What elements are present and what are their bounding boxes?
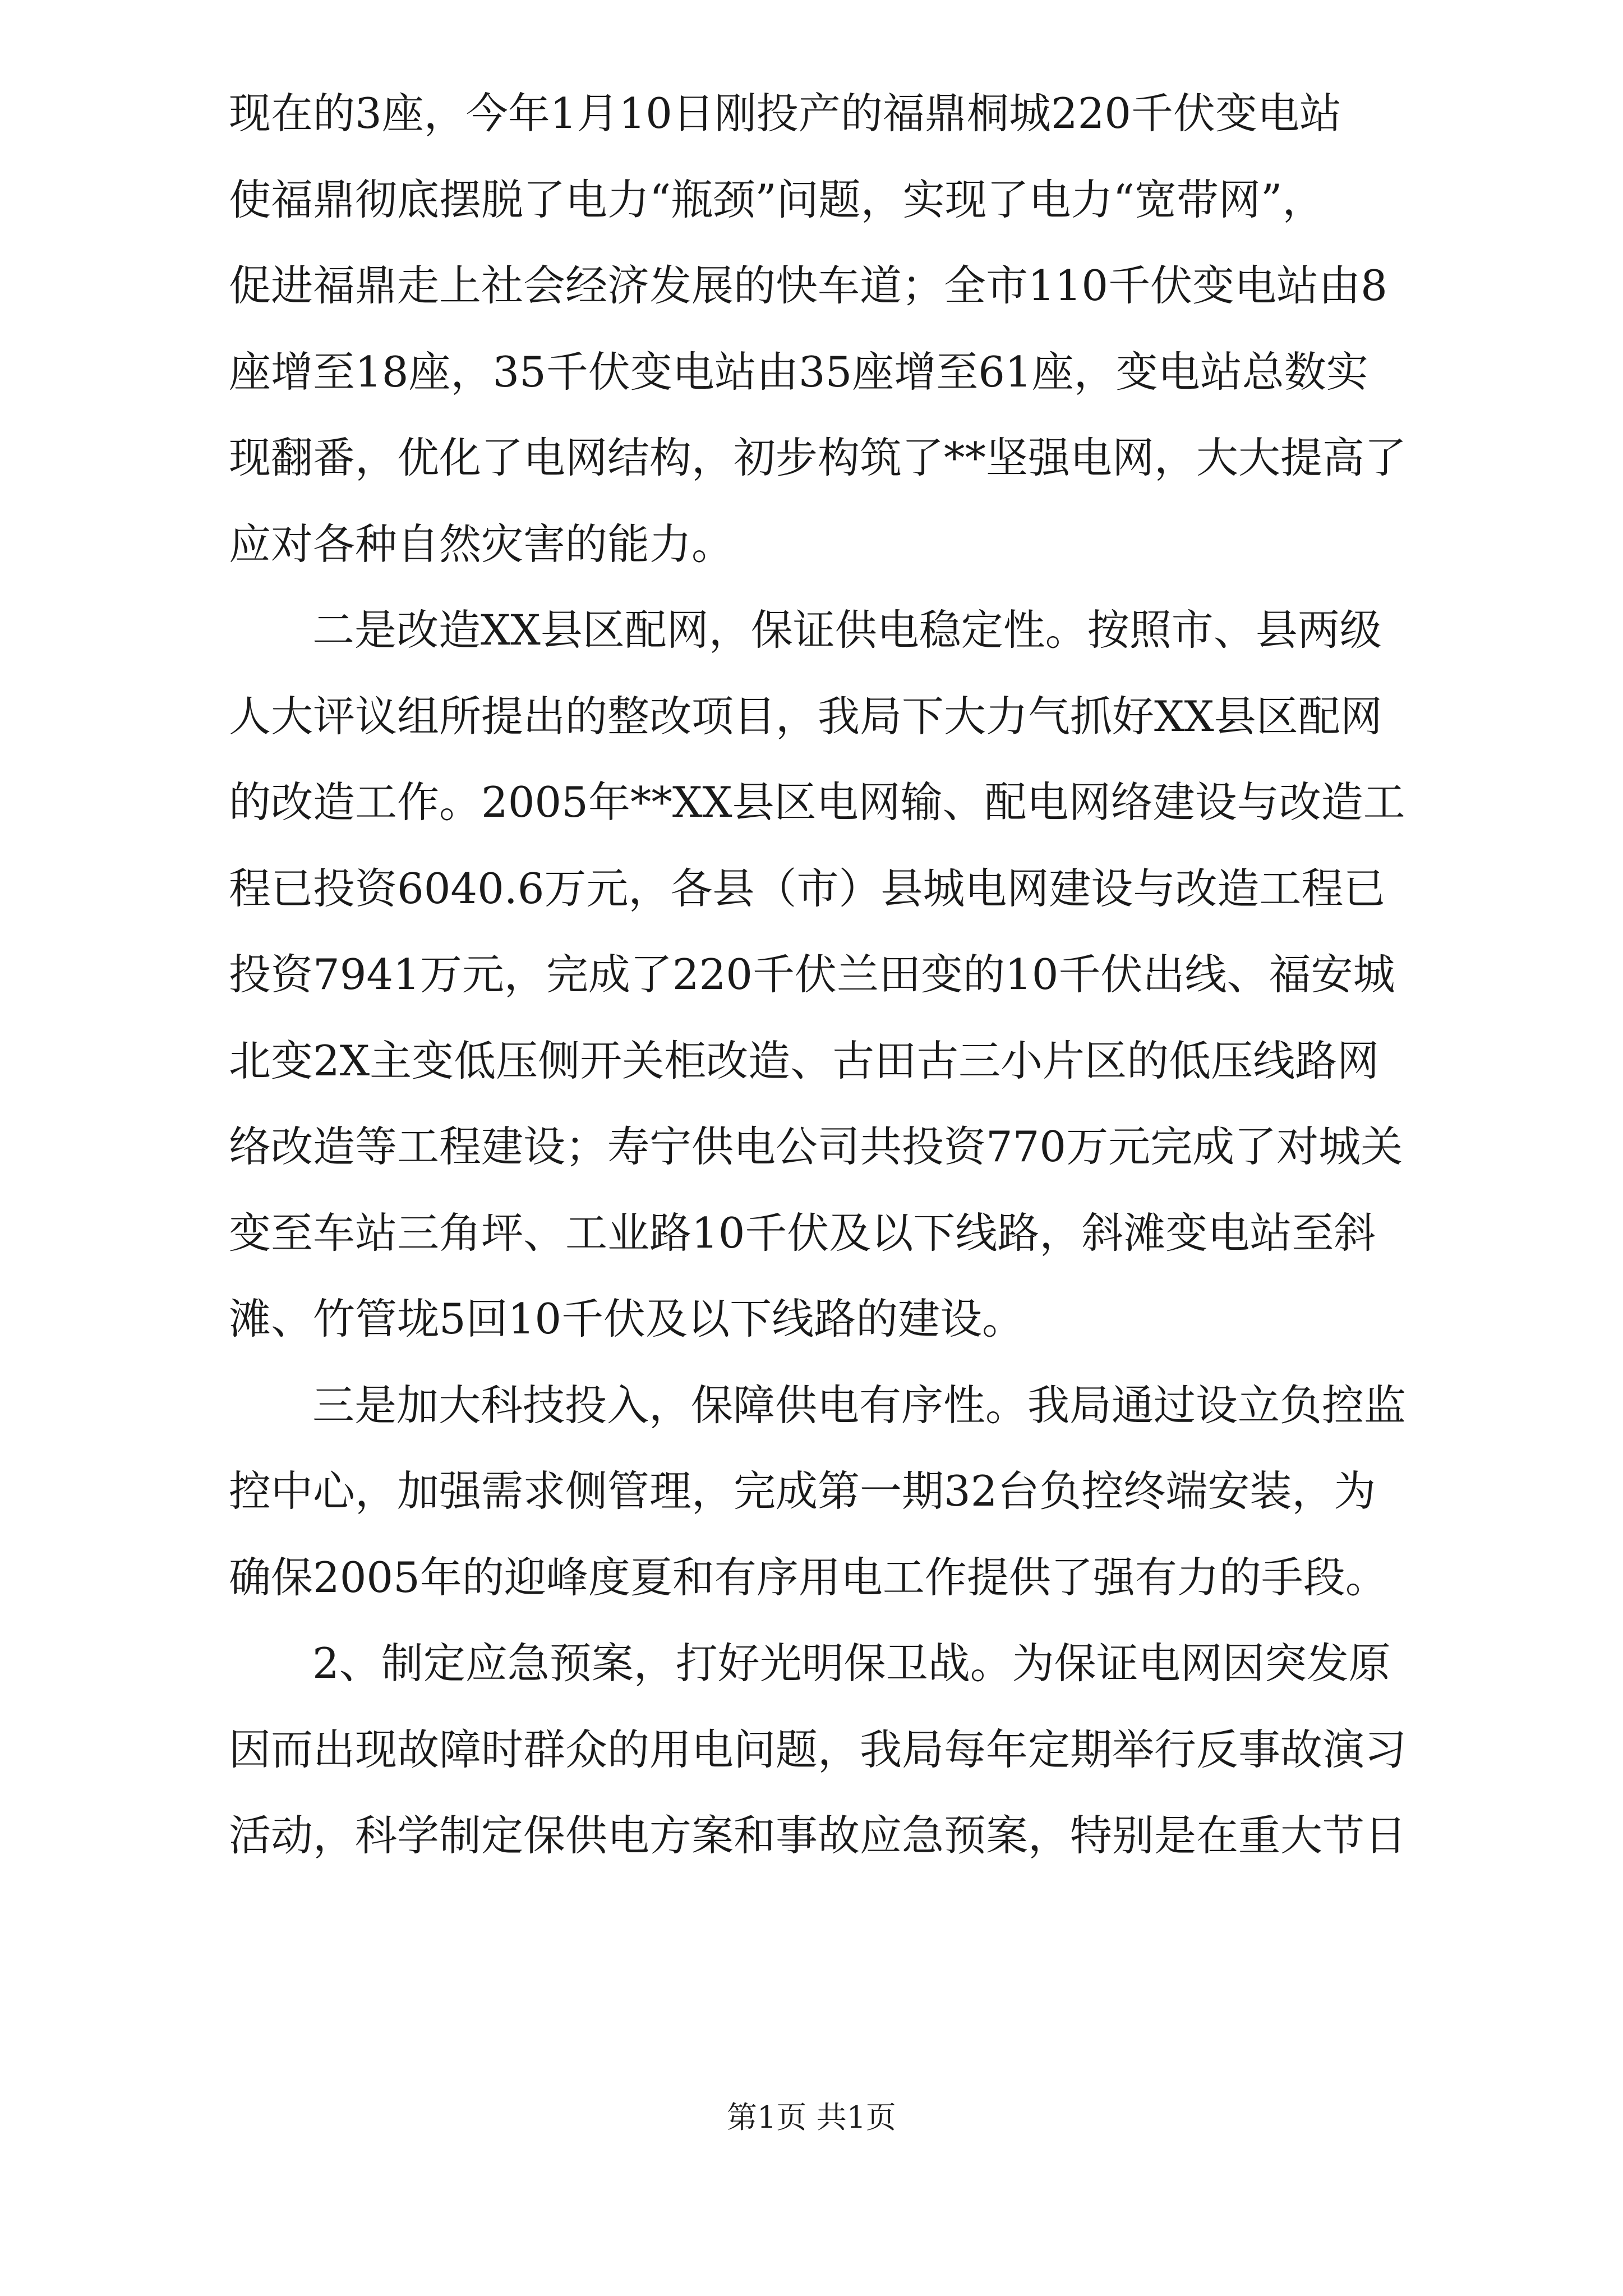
text-line: 促进福鼎走上社会经济发展的快车道；全市110千伏变电站由8: [229, 261, 1387, 310]
text-line: 络改造等工程建设；寿宁供电公司共投资770万元完成了对城关: [229, 1122, 1403, 1171]
text-line: 应对各种自然灾害的能力。: [229, 519, 734, 569]
text-line: 二是改造XX县区配网，保证供电稳定性。按照市、县两级: [312, 605, 1382, 655]
text-line: 三是加大科技投入，保障供电有序性。我局通过设立负控监: [312, 1381, 1407, 1430]
text-line: 使福鼎彻底摆脱了电力“瓶颈”问题，实现了电力“宽带网”，: [229, 175, 1325, 224]
text-line: 控中心，加强需求侧管理，完成第一期32台负控终端安装，为: [229, 1466, 1376, 1516]
text-line: 滩、竹管垅5回10千伏及以下线路的建设。: [229, 1294, 1025, 1343]
text-line: 2、制定应急预案，打好光明保卫战。为保证电网因突发原: [312, 1639, 1391, 1688]
page-footer: 第1页 共1页: [727, 2100, 896, 2135]
text-line: 因而出现故障时群众的用电问题，我局每年定期举行反事故演习: [229, 1725, 1407, 1774]
text-line: 现在的3座，今年1月10日刚投产的福鼎桐城220千伏变电站: [229, 89, 1342, 138]
text-line: 的改造工作。2005年**XX县区电网输、配电网络建设与改造工: [229, 777, 1405, 827]
text-line: 北变2X主变低压侧开关柜改造、古田古三小片区的低压线路网: [229, 1036, 1380, 1085]
text-line: 现翻番，优化了电网结构，初步构筑了**坚强电网，大大提高了: [229, 433, 1407, 482]
text-line: 程已投资6040.6万元，各县（市）县城电网建设与改造工程已: [229, 864, 1386, 913]
text-line: 投资7941万元，完成了220千伏兰田变的10千伏出线、福安城: [229, 950, 1395, 999]
text-line: 确保2005年的迎峰度夏和有序用电工作提供了强有力的手段。: [229, 1553, 1387, 1602]
text-line: 变至车站三角坪、工业路10千伏及以下线路，斜滩变电站至斜: [229, 1208, 1376, 1258]
text-line: 人大评议组所提出的整改项目，我局下大力气抓好XX县区配网: [229, 692, 1382, 741]
text-line: 活动，科学制定保供电方案和事故应急预案，特别是在重大节日: [229, 1811, 1407, 1860]
text-line: 座增至18座，35千伏变电站由35座增至61座，变电站总数实: [229, 347, 1368, 397]
